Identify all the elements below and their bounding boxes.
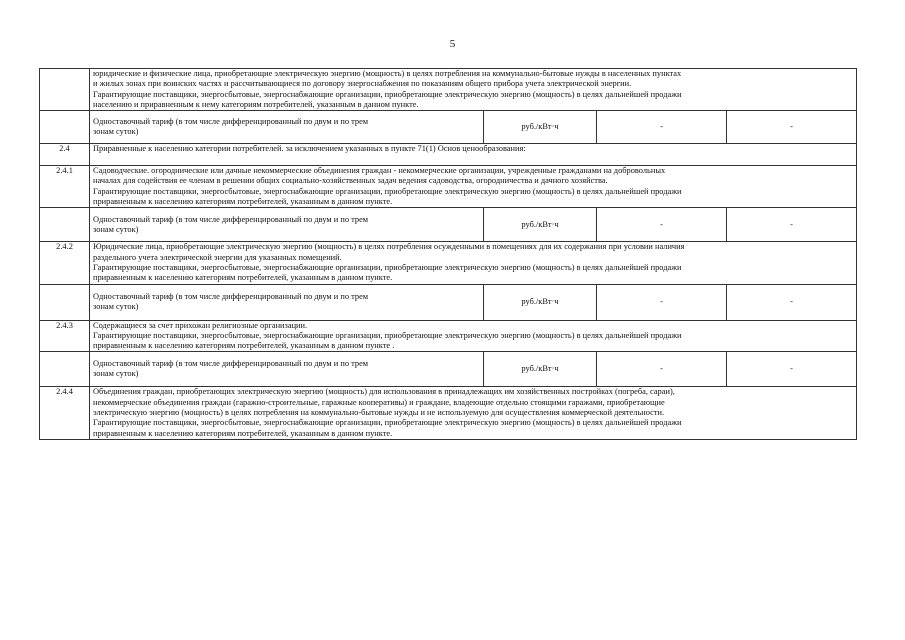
tariff-label: Одноставочный тариф (в том числе дифференцированный по двум и по трем зонам суток)	[90, 284, 484, 320]
row-number: 2.4	[40, 144, 90, 166]
tariff-value-1: -	[597, 111, 727, 144]
tariff-value-1: -	[597, 208, 727, 242]
tariff-value-2: -	[727, 111, 857, 144]
tariff-value-2: -	[727, 284, 857, 320]
tariff-table	[39, 68, 857, 440]
row-description: Садоводческие. огороднические или дачные некоммерческие объединения граждан - некоммерческие организации, учрежденные гражданами на добровольных началах для содействия ее членам в решении общих социально-хозяйственных задач ведения садоводства, огородничества и дачного хозяйства. Гарантирующие поставщики, энергосбытовые, энергоснабжающие организации, приобретающие электрическую энергию (мощность) в целях дальнейшей продажи приравненным к населению категориям потребителей, указанным в данном пункте.	[90, 166, 857, 208]
tariff-value-1: -	[597, 284, 727, 320]
tariff-row	[40, 111, 857, 144]
row-description: Объединения граждан, приобретающих электрическую энергию (мощность) для использования в принадлежащих им хозяйственных постройках (погреба, сараи), некоммерческие объединения граждан (гаражно-строительные, гаражные кооперативы) и граждане, владеющие отдельно стоящими гаражами, приобретающие электрическую энергию (мощность) в целях потребления на коммунально-бытовые нужды и не используемую для осуществления коммерческой деятельности. Гарантирующие поставщики, энергосбытовые, энергоснабжающие организации, приобретающие электрическую энергию (мощность) в целях дальнейшей продажи приравненным к населению категориям потребителей, указанным в данном пункте.	[90, 387, 857, 439]
table-row-continued	[40, 69, 857, 111]
row-number: 2.4.3	[40, 320, 90, 352]
tariff-row	[40, 352, 857, 387]
table-row-2-4-3	[40, 320, 857, 352]
tariff-unit: руб./кВт·ч	[484, 111, 597, 144]
tariff-unit: руб./кВт·ч	[484, 352, 597, 387]
table-row-2-4-4	[40, 387, 857, 439]
tariff-label: Одноставочный тариф (в том числе дифференцированный по двум и по трем зонам суток)	[90, 111, 484, 144]
tariff-label: Одноставочный тариф (в том числе дифференцированный по двум и по трем зонам суток)	[90, 352, 484, 387]
tariff-unit: руб./кВт·ч	[484, 284, 597, 320]
tariff-label: Одноставочный тариф (в том числе дифференцированный по двум и по трем зонам суток)	[90, 208, 484, 242]
row-number: 2.4.2	[40, 242, 90, 284]
row-description: юридические и физические лица, приобретающие электрическую энергию (мощность) в целях потребления на коммунально-бытовые нужды в населенных пунктах и жилых зонах при воинских частях и рассчитывающиеся по договору энергоснабжения по показаниям общего прибора учета электрической энергии. Гарантирующие поставщики, энергосбытовые, энергоснабжающие организации, приобретающие электрическую энергию (мощность) в целях дальнейшей продажи населению и приравненным к нему категориям потребителей, указанным в данном пункте.	[90, 69, 857, 111]
tariff-unit: руб./кВт·ч	[484, 208, 597, 242]
table-row-2-4	[40, 144, 857, 166]
row-description: Приравненные к населению категории потребителей. за исключением указанных в пункте 71(1) Основ ценообразования:	[90, 144, 857, 166]
tariff-value-2: -	[727, 352, 857, 387]
table-row-2-4-2	[40, 242, 857, 284]
row-description: Содержащиеся за счет прихожан религиозные организации. Гарантирующие поставщики, энергосбытовые, энергоснабжающие организации, приобретающие электрическую энергию (мощность) в целях дальнейшей продажи приравненным к населению категориям потребителей, указанным в данном пункте .	[90, 320, 857, 352]
row-description: Юридические лица, приобретающие электрическую энергию (мощность) в целях потребления осужденными в помещениях для их содержания при условии наличия раздельного учета электрической энергии для указанных помещений. Гарантирующие поставщики, энергосбытовые, энергоснабжающие организации, приобретающие электрическую энергию (мощность) в целях дальнейшей продажи приравненным к населению категориям потребителей, указанным в данном пункте.	[90, 242, 857, 284]
row-number: 2.4.1	[40, 166, 90, 208]
table-row-2-4-1	[40, 166, 857, 208]
tariff-row	[40, 284, 857, 320]
tariff-value-2: -	[727, 208, 857, 242]
tariff-row	[40, 208, 857, 242]
row-number	[40, 69, 90, 111]
tariff-value-1: -	[597, 352, 727, 387]
page-number: 5	[449, 38, 456, 50]
row-number: 2.4.4	[40, 387, 90, 439]
